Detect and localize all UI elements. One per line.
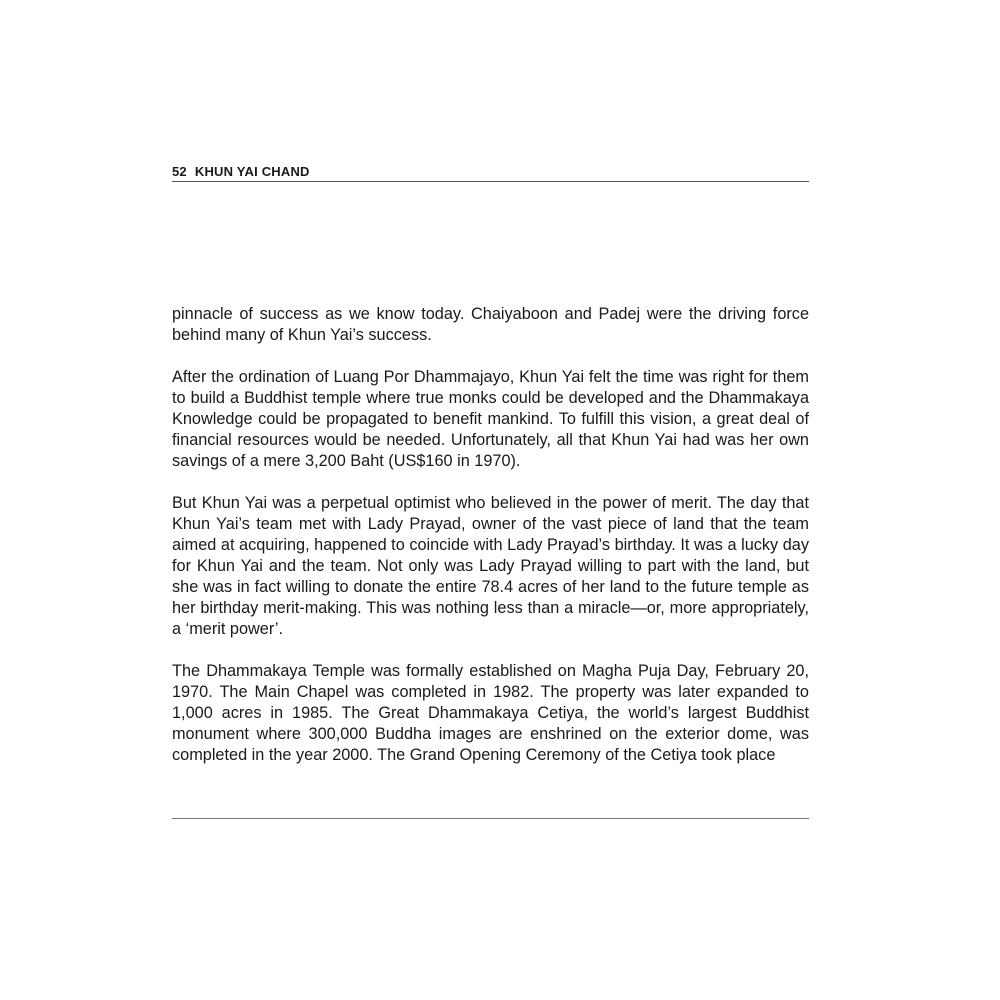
page-number: 52 — [172, 164, 187, 179]
paragraph: But Khun Yai was a perpetual optimist who believed in the power of merit. The day that Khun Yai’s team met with Lady Prayad, owner of the vast piece of land that the team aimed at acquiring, happened to coincide with Lady Prayad’s birthday. It was a lucky day for Khun Yai and the team. Not only was Lady Prayad willing to part with the land, but she was in fact willing to donate the entire 78.4 acres of her land to the future temple as her birthday merit-making. This was nothing less than a miracle—or, more appropriately, a ‘merit power’. — [172, 494, 809, 638]
footer-rule — [172, 818, 809, 819]
body-text — [172, 304, 809, 766]
paragraph: After the ordination of Luang Por Dhammajayo, Khun Yai felt the time was right for them to build a Buddhist temple where true monks could be developed and the Dhammakaya Knowledge could be propagated to benefit mankind. To fulfill this vision, a great deal of financial resources would be needed. Unfortunately, all that Khun Yai had was her own savings of a mere 3,200 Baht (US$160 in 1970). — [172, 368, 809, 470]
paragraph: pinnacle of success as we know today. Chaiyaboon and Padej were the driving force behind many of Khun Yai’s success. — [172, 305, 809, 344]
running-header — [172, 164, 809, 182]
running-title: KHUN YAI CHAND — [194, 164, 310, 179]
paragraph: The Dhammakaya Temple was formally established on Magha Puja Day, February 20, 1970. The Main Chapel was completed in 1982. The property was later expanded to 1,000 acres in 1985. The Great Dhammakaya Cetiya, the world’s largest Buddhist monument where 300,000 Buddha images are enshrined on the exterior dome, was completed in the year 2000. The Grand Opening Ceremony of the Cetiya took place — [172, 662, 809, 764]
